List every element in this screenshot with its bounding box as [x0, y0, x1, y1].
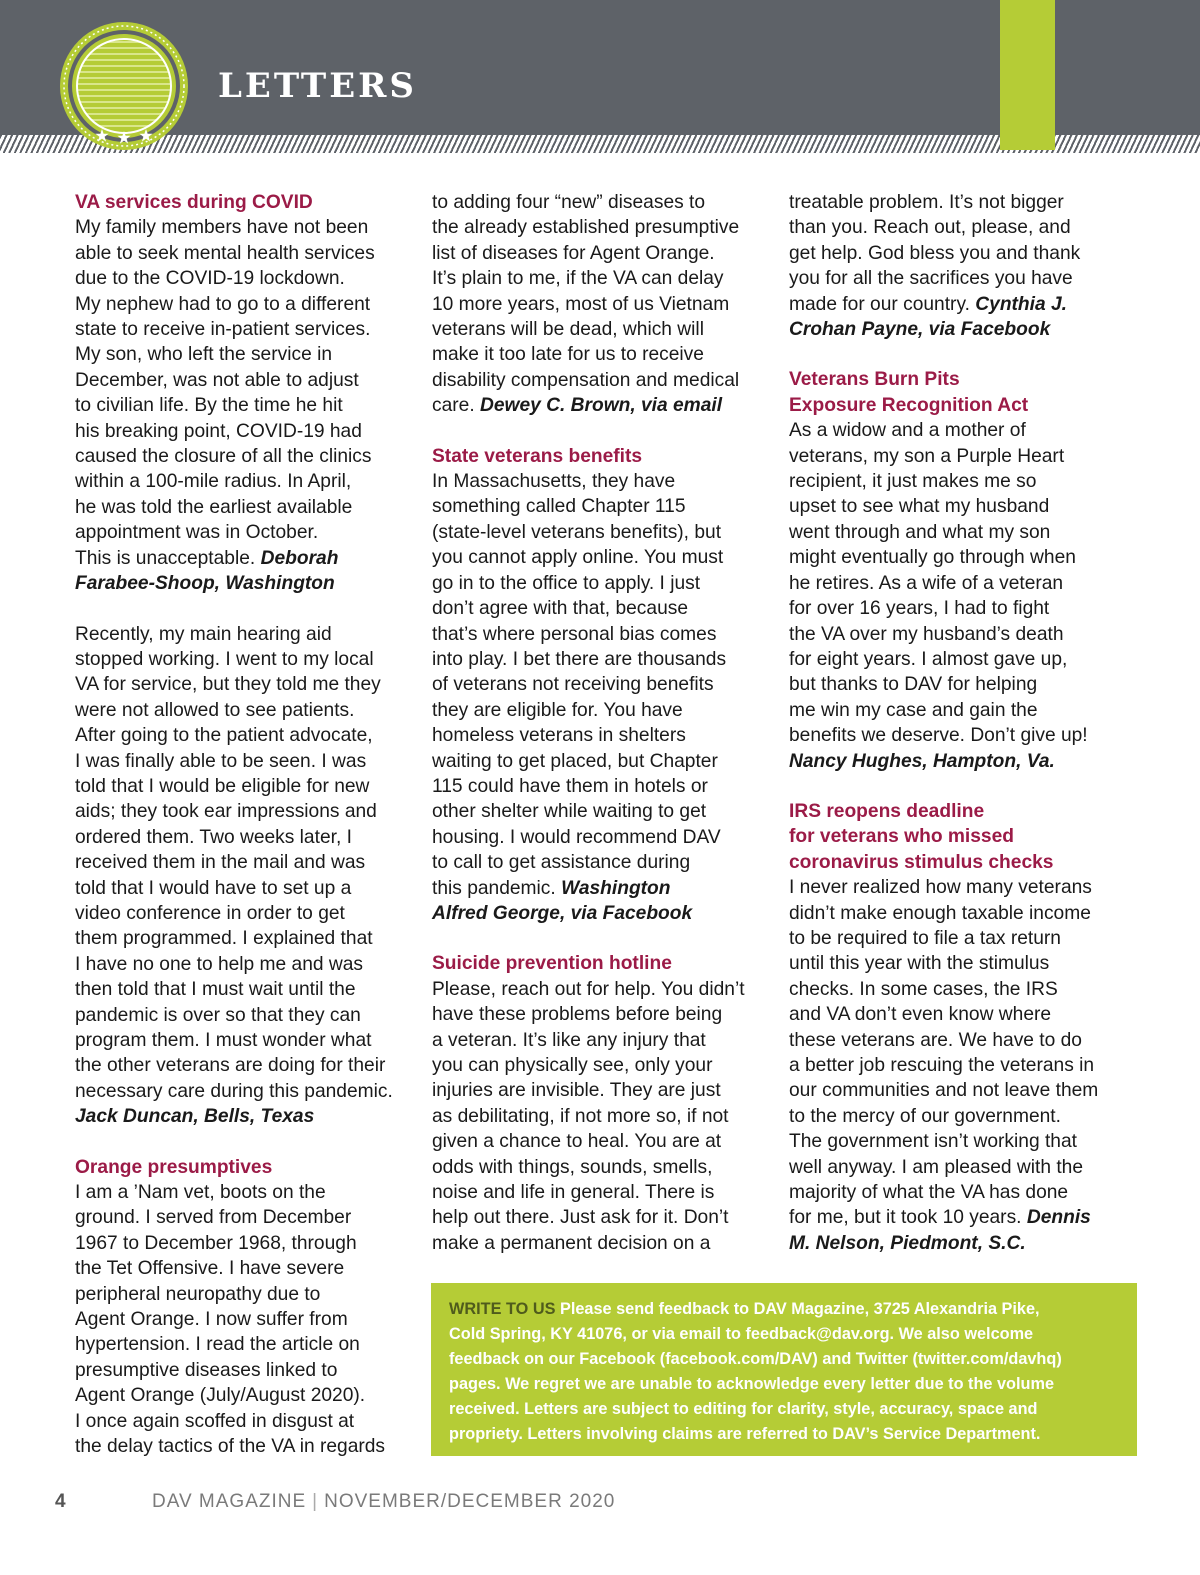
text-line: waiting to get placed, but Chapter — [432, 750, 718, 772]
text-line: In Massachusetts, they have — [432, 471, 676, 493]
text-line: stopped working. I went to my local — [75, 648, 374, 670]
text-line: It’s plain to me, if the VA can delay — [432, 268, 724, 290]
text-line: veterans will be dead, which will — [432, 319, 704, 341]
folio-separator: | — [312, 1491, 319, 1512]
text-line: appointment was in October. — [75, 522, 319, 544]
text-line: upset to see what my husband — [789, 496, 1050, 518]
text-line: Recently, my main hearing aid — [75, 623, 332, 645]
text-line: that’s where personal bias comes — [432, 623, 717, 645]
text-line: odds with things, sounds, smells, — [432, 1156, 713, 1178]
text-line: majority of what the VA has done — [789, 1182, 1069, 1204]
write-to-us-line: propriety. Letters involving claims are referred to DAV’s Service Department. — [449, 1425, 1041, 1443]
text-line: My son, who left the service in — [75, 344, 333, 366]
text-line: get help. God bless you and thank — [789, 242, 1081, 264]
letter-signature: M. Nelson, Piedmont, S.C. — [789, 1232, 1026, 1254]
paragraph-gap — [432, 419, 772, 444]
write-to-us-line: pages. We regret we are unable to acknowledge every letter due to the volume — [449, 1375, 1055, 1393]
letter-signature: Deborah — [260, 547, 339, 569]
text-line: and VA don’t even know where — [789, 1004, 1052, 1026]
text-line: 115 could have them in hotels or — [432, 775, 708, 797]
text-line: the VA over my husband’s death — [789, 623, 1064, 645]
letter-signature: Cynthia J. — [975, 293, 1067, 315]
letter-heading: for veterans who missed — [789, 826, 1014, 848]
text-line: something called Chapter 115 — [432, 496, 686, 518]
write-to-us-line: feedback on our Facebook (facebook.com/DAV) and Twitter (twitter.com/davhq) — [449, 1350, 1062, 1368]
text-line: for over 16 years, I had to fight — [789, 598, 1050, 620]
striped-medallion-with-stars-icon — [58, 20, 190, 152]
text-line: help out there. Just ask for it. Don’t — [432, 1207, 729, 1229]
text-line: them programmed. I explained that — [75, 928, 373, 950]
text-line: to civilian life. By the time he hit — [75, 395, 343, 417]
text-line: The government isn’t working that — [789, 1131, 1077, 1153]
text-line: the delay tactics of the VA in regards — [75, 1436, 386, 1458]
text-line: 1967 to December 1968, through — [75, 1232, 357, 1254]
write-to-us-label: WRITE TO US — [449, 1300, 556, 1318]
text-line: Please, reach out for help. You didn’t — [432, 978, 745, 1000]
text-line: to the mercy of our government. — [789, 1105, 1061, 1127]
text-line — [789, 1205, 1129, 1230]
text-line: checks. In some cases, the IRS — [789, 978, 1058, 1000]
letter-heading: coronavirus stimulus checks — [789, 851, 1054, 873]
text-line: given a chance to heal. You are at — [432, 1131, 722, 1153]
text-line: pandemic is over so that they can — [75, 1004, 361, 1026]
text-line: necessary care during this pandemic. — [75, 1080, 393, 1102]
text-line: After going to the patient advocate, — [75, 725, 373, 747]
text-line: able to seek mental health services — [75, 242, 375, 264]
text-line: due to the COVID-19 lockdown. — [75, 268, 345, 290]
folio — [152, 1491, 615, 1513]
text-line: might eventually go through when — [789, 547, 1076, 569]
text-line: told that I would be eligible for new — [75, 775, 370, 797]
magazine-name: DAV MAGAZINE — [152, 1491, 307, 1512]
text-line: don’t agree with that, because — [432, 598, 689, 620]
text-line: of veterans not receiving benefits — [432, 674, 714, 696]
text-line: within a 100-mile radius. In April, — [75, 471, 352, 493]
section-title: LETTERS — [218, 66, 417, 106]
text-line: presumptive diseases linked to — [75, 1359, 338, 1381]
text-fragment: This is unacceptable. — [75, 547, 256, 569]
text-line: veterans, my son a Purple Heart — [789, 445, 1065, 467]
text-line: My nephew had to go to a different — [75, 293, 371, 315]
paragraph-gap — [789, 774, 1129, 799]
text-line: other shelter while waiting to get — [432, 801, 707, 823]
letter-heading: Suicide prevention hotline — [432, 953, 672, 975]
text-line: caused the closure of all the clinics — [75, 446, 372, 468]
letter-signature: Dewey C. Brown, via email — [480, 395, 723, 417]
text-line: for eight years. I almost gave up, — [789, 648, 1068, 670]
text-line: Agent Orange. I now suffer from — [75, 1309, 348, 1331]
text-line: our communities and not leave them — [789, 1080, 1099, 1102]
letter-heading: Veterans Burn Pits — [789, 369, 960, 391]
letter-heading: VA services during COVID — [75, 192, 313, 213]
column-1 — [75, 190, 415, 1460]
text-line: received them in the mail and was — [75, 852, 366, 874]
text-line: told that I would have to set up a — [75, 877, 352, 899]
text-line: you for all the sacrifices you have — [789, 268, 1073, 290]
text-line: I am a ’Nam vet, boots on the — [75, 1182, 326, 1204]
letter-signature: Washington — [561, 877, 671, 899]
text-line: then told that I must wait until the — [75, 979, 356, 1001]
text-line: make a permanent decision on a — [432, 1232, 711, 1254]
text-line: well anyway. I am pleased with the — [789, 1156, 1083, 1178]
text-line — [432, 393, 772, 418]
text-line — [432, 876, 772, 901]
text-line: I was finally able to be seen. I was — [75, 750, 367, 772]
letter-signature: Farabee-Shoop, Washington — [75, 573, 335, 595]
text-line: but thanks to DAV for helping — [789, 674, 1038, 696]
text-line: program them. I must wonder what — [75, 1030, 372, 1051]
text-line: until this year with the stimulus — [789, 953, 1050, 975]
text-line: list of diseases for Agent Orange. — [432, 242, 715, 264]
text-line: As a widow and a mother of — [789, 420, 1026, 442]
text-line: have these problems before being — [432, 1004, 723, 1026]
text-line: 10 more years, most of us Vietnam — [432, 293, 730, 315]
text-line: I never realized how many veterans — [789, 877, 1092, 899]
text-line: hypertension. I read the article on — [75, 1334, 360, 1356]
letter-signature: Crohan Payne, via Facebook — [789, 319, 1051, 341]
text-line: me win my case and gain the — [789, 699, 1038, 721]
text-fragment: for me, but it took 10 years. — [789, 1207, 1022, 1229]
text-line: a veteran. It’s like any injury that — [432, 1029, 706, 1051]
text-line: state to receive in-patient services. — [75, 319, 371, 341]
text-line: into play. I bet there are thousands — [432, 648, 727, 670]
text-line: as debilitating, if not more so, if not — [432, 1105, 729, 1127]
write-to-us-line: received. Letters are subject to editing for clarity, style, accuracy, space and — [449, 1400, 1038, 1418]
text-line: disability compensation and medical — [432, 369, 740, 391]
text-line: to adding four “new” diseases to — [432, 192, 706, 213]
letter-signature: Nancy Hughes, Hampton, Va. — [789, 750, 1055, 772]
letter-heading: IRS reopens deadline — [789, 800, 985, 822]
text-line — [789, 292, 1129, 317]
header-accent-tab — [1000, 0, 1055, 150]
text-fragment: made for our country. — [789, 293, 970, 315]
text-line: Agent Orange (July/August 2020). — [75, 1385, 366, 1407]
text-line: go in to the office to apply. I just — [432, 572, 701, 594]
paragraph-gap — [789, 342, 1129, 367]
issue-date: NOVEMBER/DECEMBER 2020 — [324, 1491, 616, 1512]
text-line: video conference in order to get — [75, 902, 345, 924]
write-to-us-box — [431, 1283, 1137, 1456]
text-fragment: Please send feedback to DAV Magazine, 3725 Alexandria Pike, — [559, 1300, 1040, 1318]
text-line: peripheral neuropathy due to — [75, 1283, 321, 1305]
letter-heading: Exposure Recognition Act — [789, 394, 1029, 416]
text-line: ground. I served from December — [75, 1207, 352, 1229]
text-line: these veterans are. We have to do — [789, 1029, 1082, 1051]
text-fragment: this pandemic. — [432, 877, 556, 899]
text-line: injuries are invisible. They are just — [432, 1080, 721, 1102]
text-line: the other veterans are doing for their — [75, 1055, 386, 1077]
text-line: housing. I would recommend DAV — [432, 826, 721, 848]
text-line: VA for service, but they told me they — [75, 674, 381, 696]
text-line: My family members have not been — [75, 217, 369, 239]
text-line: I once again scoffed in disgust at — [75, 1410, 355, 1432]
write-to-us-line: Cold Spring, KY 41076, or via email to feedback@dav.org. We also welcome — [449, 1325, 1034, 1343]
text-line: than you. Reach out, please, and — [789, 217, 1071, 239]
text-line: benefits we deserve. Don’t give up! — [789, 725, 1088, 747]
text-line: his breaking point, COVID-19 had — [75, 420, 362, 442]
letter-signature: Alfred George, via Facebook — [432, 902, 693, 924]
text-line: ordered them. Two weeks later, I — [75, 826, 352, 848]
text-line: a better job rescuing the veterans in — [789, 1055, 1095, 1076]
letter-heading: State veterans benefits — [432, 445, 643, 467]
column-2 — [432, 190, 772, 1256]
text-line: the already established presumptive — [432, 217, 740, 239]
text-line: were not allowed to see patients. — [75, 699, 355, 721]
text-line: they are eligible for. You have — [432, 699, 683, 721]
text-line: treatable problem. It’s not bigger — [789, 192, 1064, 213]
text-line: went through and what my son — [789, 521, 1051, 543]
page-footer — [0, 1491, 1200, 1521]
paragraph-gap — [432, 926, 772, 951]
text-line: you can physically see, only your — [432, 1055, 713, 1076]
text-line: to call to get assistance during — [432, 852, 691, 874]
text-line: you cannot apply online. You must — [432, 547, 724, 569]
text-line: aids; they took ear impressions and — [75, 801, 377, 823]
text-line: he was told the earliest available — [75, 496, 353, 518]
text-line: to be required to file a tax return — [789, 927, 1061, 949]
letter-signature: Dennis — [1026, 1207, 1091, 1229]
text-line: didn’t make enough taxable income — [789, 902, 1091, 924]
text-line: he retires. As a wife of a veteran — [789, 572, 1064, 594]
text-line: homeless veterans in shelters — [432, 725, 686, 747]
column-3 — [789, 190, 1129, 1256]
page-number: 4 — [55, 1491, 66, 1512]
write-to-us-line — [449, 1297, 1119, 1322]
text-line: make it too late for us to receive — [432, 344, 704, 366]
text-line: December, was not able to adjust — [75, 369, 359, 391]
text-line — [75, 546, 415, 571]
text-fragment: care. — [432, 395, 475, 417]
letter-heading: Orange presumptives — [75, 1156, 273, 1178]
text-line: the Tet Offensive. I have severe — [75, 1258, 345, 1280]
paragraph-gap — [75, 1130, 415, 1155]
text-line: (state-level veterans benefits), but — [432, 521, 722, 543]
text-line: recipient, it just makes me so — [789, 471, 1037, 493]
paragraph-gap — [75, 597, 415, 622]
letter-signature: Jack Duncan, Bells, Texas — [75, 1106, 315, 1128]
text-line: I have no one to help me and was — [75, 953, 364, 975]
text-line: noise and life in general. There is — [432, 1182, 715, 1204]
